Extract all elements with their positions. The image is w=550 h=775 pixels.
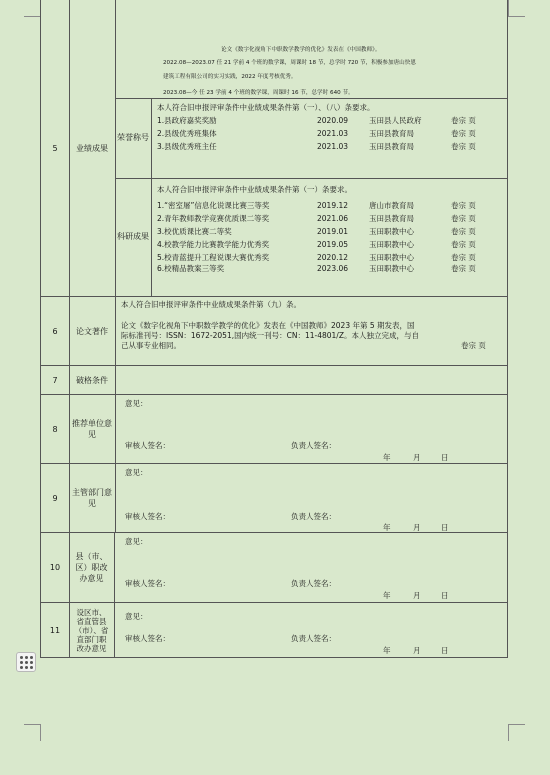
row-label: 主管部门意见 xyxy=(69,464,116,532)
date-month: 月 xyxy=(413,591,421,600)
research-item-volume: 卷宗 页 xyxy=(451,264,476,273)
honor-item-date: 2021.03 xyxy=(317,142,349,151)
leader-signature: 负责人签名： xyxy=(291,441,336,450)
papers-line-3: 际标准刊号：ISSN：1672-2051,国内统一刊号：CN：11-4801/Z。本人独立完成，与自 xyxy=(121,331,419,340)
research-item-date: 2019.05 xyxy=(317,240,349,249)
row-number: 8 xyxy=(41,395,70,463)
research-item-org: 玉田职教中心 xyxy=(369,227,414,236)
honor-label: 荣誉称号 xyxy=(115,98,152,178)
row-label: 推荐单位意见 xyxy=(69,395,116,463)
research-item-name: 5.校青蓝提升工程说课大赛优秀奖 xyxy=(157,253,270,262)
row-label: 县（市、区）职改办意见 xyxy=(69,533,115,602)
date-day: 日 xyxy=(441,523,449,532)
opinion-field[interactable] xyxy=(115,603,507,657)
papers-line-2: 论文《数字化视角下中职数学教学的优化》发表在《中国教师》2023 年第 5 期发表，国 xyxy=(121,321,415,330)
row-number: 5 xyxy=(41,0,70,296)
drag-handle-icon[interactable] xyxy=(16,652,36,672)
research-item-date: 2019.12 xyxy=(317,201,349,210)
research-item-volume: 卷宗 页 xyxy=(451,227,476,236)
date-month: 月 xyxy=(413,646,421,655)
application-table xyxy=(40,0,508,658)
prev-line-4: 2023.08—今 任 23 学前 4 个班的数学课，周课时 16 节，总学时 640 节。 xyxy=(163,90,354,96)
row-papers xyxy=(40,297,508,366)
research-item-volume: 卷宗 页 xyxy=(451,240,476,249)
crop-mark-bottom-right xyxy=(508,724,525,741)
papers-line-1: 本人符合旧申报评审条件中业绩成果条件第（九）条。 xyxy=(121,300,301,309)
research-intro: 本人符合旧申报评审条件中业绩成果条件第（一）条要求。 xyxy=(157,185,352,194)
honor-item-volume: 卷宗 页 xyxy=(451,142,476,151)
papers-content xyxy=(115,297,507,365)
row-number: 10 xyxy=(41,533,70,602)
reviewer-signature: 审核人签名： xyxy=(125,512,170,521)
honor-item-date: 2021.03 xyxy=(317,129,349,138)
reviewer-signature: 审核人签名： xyxy=(125,579,170,588)
honor-item-org: 玉田县人民政府 xyxy=(369,116,422,125)
date-year: 年 xyxy=(383,591,391,600)
research-block xyxy=(115,178,507,296)
prev-line-1: 论文《数字化视角下中职数学教学的优化》发表在《中国教师》。 xyxy=(221,47,381,53)
honor-item-name: 3.县级优秀班主任 xyxy=(157,142,217,151)
row-number: 11 xyxy=(41,603,70,657)
opinion-label: 意见： xyxy=(125,468,148,477)
opinion-field[interactable] xyxy=(115,395,507,463)
research-item-org: 唐山市教育局 xyxy=(369,201,414,210)
row-label: 论文著作 xyxy=(69,297,116,365)
honor-intro: 本人符合旧申报评审条件中业绩成果条件第（一）、（八）条要求。 xyxy=(157,103,375,112)
honor-item-date: 2020.09 xyxy=(317,116,349,125)
honor-item-name: 1.县政府嘉奖奖励 xyxy=(157,116,217,125)
date-day: 日 xyxy=(441,453,449,462)
row-number: 7 xyxy=(41,366,70,394)
date-month: 月 xyxy=(413,453,421,462)
research-item-date: 2019.01 xyxy=(317,227,349,236)
row-number: 9 xyxy=(41,464,70,532)
crop-mark-bottom-left xyxy=(24,724,41,741)
row-recommending-unit xyxy=(40,395,508,464)
row-number: 6 xyxy=(41,297,70,365)
leader-signature: 负责人签名： xyxy=(291,512,336,521)
row-competent-department xyxy=(40,464,508,533)
papers-volume: 卷宗 页 xyxy=(461,341,486,350)
research-item-name: 2.青年教师教学竞赛优质课二等奖 xyxy=(157,214,270,223)
honor-item-name: 2.县级优秀班集体 xyxy=(157,129,217,138)
crop-mark-top-right xyxy=(508,0,525,17)
opinion-field[interactable] xyxy=(115,464,507,532)
exception-content[interactable] xyxy=(115,366,507,394)
prev-line-3: 建筑工程有限公司的实习实践，2022 年度考核优秀。 xyxy=(163,74,297,80)
research-item-org: 玉田职教中心 xyxy=(369,264,414,273)
date-year: 年 xyxy=(383,523,391,532)
row-county-office xyxy=(40,533,508,603)
row-city-office xyxy=(40,603,508,658)
date-year: 年 xyxy=(383,646,391,655)
crop-mark-top-left xyxy=(24,0,41,17)
row-exception xyxy=(40,366,508,395)
research-item-volume: 卷宗 页 xyxy=(451,214,476,223)
honor-item-volume: 卷宗 页 xyxy=(451,129,476,138)
prev-line-2: 2022.08—2023.07 任 21 学前 4 个班的数学课，周课时 18 节，总学时 720 节，积极参加唐山快恩 xyxy=(163,60,416,66)
honor-item-org: 玉田县教育局 xyxy=(369,129,414,138)
opinion-label: 意见： xyxy=(125,612,148,621)
date-year: 年 xyxy=(383,453,391,462)
papers-line-4: 己从事专业相同。 xyxy=(121,341,181,350)
previous-work-block xyxy=(115,0,507,99)
reviewer-signature: 审核人签名： xyxy=(125,634,170,643)
research-item-volume: 卷宗 页 xyxy=(451,253,476,262)
opinion-label: 意见： xyxy=(125,399,148,408)
leader-signature: 负责人签名： xyxy=(291,579,336,588)
research-content xyxy=(151,178,507,296)
research-item-date: 2021.06 xyxy=(317,214,349,223)
research-item-org: 玉田职教中心 xyxy=(369,240,414,249)
opinion-label: 意见： xyxy=(125,537,148,546)
research-item-org: 玉田县教育局 xyxy=(369,214,414,223)
research-item-date: 2020.12 xyxy=(317,253,349,262)
date-day: 日 xyxy=(441,591,449,600)
honor-block xyxy=(115,98,507,179)
research-item-name: 3.校优质课比赛二等奖 xyxy=(157,227,232,236)
research-item-volume: 卷宗 页 xyxy=(451,201,476,210)
row-label: 设区市、省直管县（市）、省直部门职改办意见 xyxy=(69,603,115,657)
honor-item-org: 玉田县教育局 xyxy=(369,142,414,151)
research-item-name: 1.“密室屠”信息化说课比赛三等奖 xyxy=(157,201,270,210)
row-label: 业绩成果 xyxy=(69,0,116,296)
row-label: 破格条件 xyxy=(69,366,116,394)
honor-content xyxy=(151,98,507,178)
opinion-field[interactable] xyxy=(115,533,507,602)
leader-signature: 负责人签名： xyxy=(291,634,336,643)
date-month: 月 xyxy=(413,523,421,532)
research-item-name: 6.校精品教案三等奖 xyxy=(157,264,225,273)
honor-item-volume: 卷宗 页 xyxy=(451,116,476,125)
research-item-org: 玉田职教中心 xyxy=(369,253,414,262)
reviewer-signature: 审核人签名： xyxy=(125,441,170,450)
research-label: 科研成果 xyxy=(115,178,152,296)
research-item-name: 4.校教学能力比赛教学能力优秀奖 xyxy=(157,240,270,249)
date-day: 日 xyxy=(441,646,449,655)
row-achievements xyxy=(40,0,508,297)
research-item-date: 2023.06 xyxy=(317,264,349,273)
